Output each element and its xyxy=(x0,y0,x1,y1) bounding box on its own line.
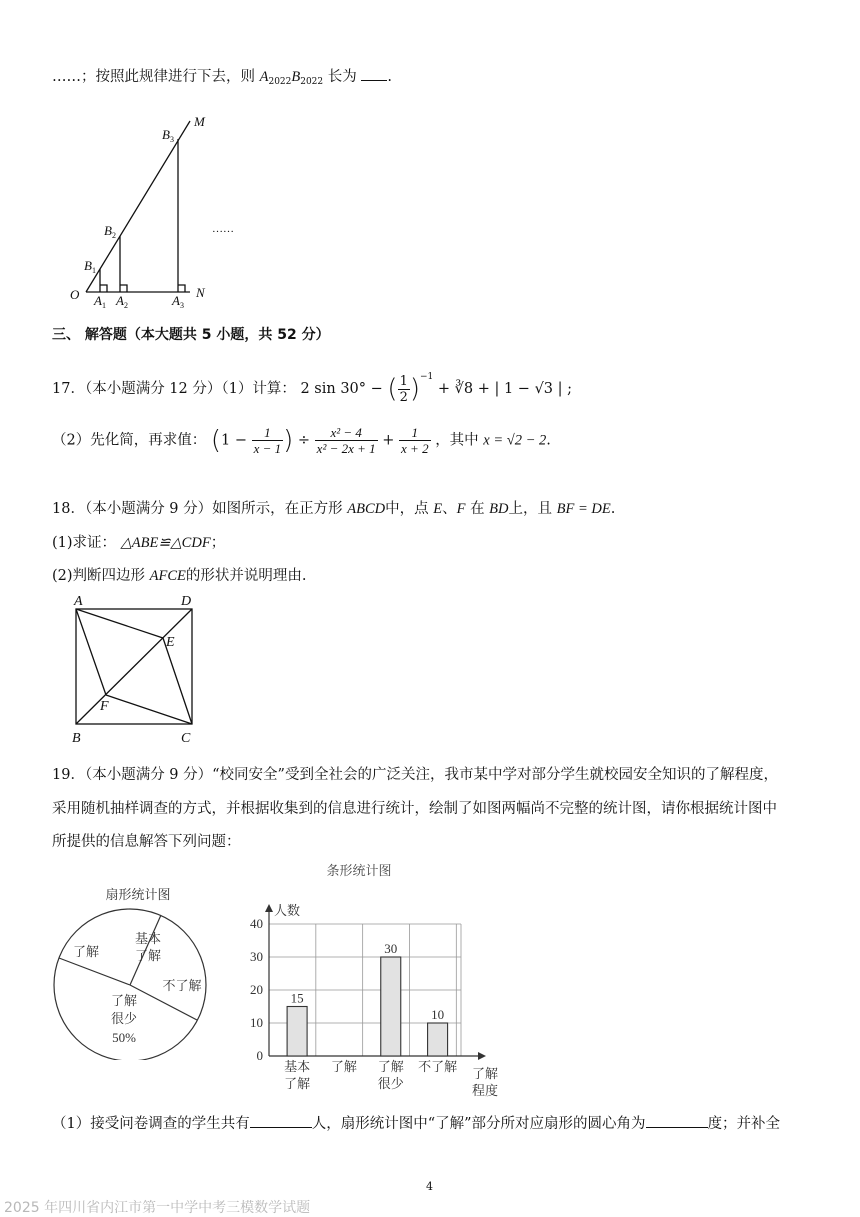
section-title: 三、 解答题（本大题共 5 小题，共 52 分） xyxy=(52,327,330,343)
q18-line1: 18．（本小题满分 9 分）如图所示，在正方形 ABCD中，点 E、F 在 BD上，且 BF = DE. xyxy=(52,501,616,517)
pie-label-little-2: 很少 xyxy=(110,1011,138,1026)
answer-blank xyxy=(361,66,387,81)
label-o: O xyxy=(70,287,80,302)
x-tick-2-1: 很少 xyxy=(377,1076,404,1091)
y-tick-1: 10 xyxy=(250,1015,263,1030)
q17-line1: 17．（本小题满分 12 分）（1）计算： 2 sin 30° − ( $\frac{1}{2}$ )$^{-1}$ + ∛8 + | 1 − √3 | ; xyxy=(52,372,573,405)
ray-om xyxy=(86,121,190,292)
q16-tail-line: ……；按照此规律进行下去，则 $A_{2022}B_{2022}$ 长为 . xyxy=(52,66,392,92)
label-b2: $B_2$ xyxy=(104,223,116,240)
pie-label-not-understand: 不了解 xyxy=(162,978,202,993)
pie-label-basic-1: 基本 xyxy=(134,931,162,946)
fraction-quadratic: $\frac{\text{x² − 4}}{\text{x² − 2x + 1}}$ xyxy=(316,425,376,456)
pie-label-little-1: 了解 xyxy=(110,993,138,1008)
y-tick-2: 20 xyxy=(250,982,263,997)
seg-af xyxy=(76,609,106,695)
label-a: A xyxy=(74,594,83,609)
answer-blank-1 xyxy=(250,1113,312,1128)
label-n: N xyxy=(196,285,205,300)
right-angle-a3 xyxy=(178,285,185,292)
q19-line3: 所提供的信息解答下列问题： xyxy=(52,834,241,850)
x-tick-3-0: 不了解 xyxy=(418,1059,458,1074)
right-angle-a2 xyxy=(120,285,127,292)
bar-3 xyxy=(428,1023,448,1056)
seg-ec xyxy=(163,638,192,724)
figure-18 xyxy=(64,590,214,750)
pie-label-basic-2: 了解 xyxy=(134,948,162,963)
bar-0 xyxy=(287,1007,307,1057)
bar-chart xyxy=(230,858,510,1104)
pie-divider-1 xyxy=(59,958,130,985)
label-b1: $B_1$ xyxy=(84,258,96,275)
fraction-1-over-x-minus-1: $\frac{1}{x - 1}$ xyxy=(253,425,282,456)
q19-line1: 19．（本小题满分 9 分）“校同安全”受到全社会的广泛关注，我市某中学对部分学生就校园安全知识的了解程度， xyxy=(52,767,778,783)
q18-part2: (2)判断四边形 AFCE的形状并说明理由. xyxy=(52,568,307,584)
bars-layer xyxy=(250,904,486,1091)
label-b: B xyxy=(72,731,81,746)
q19-part1: （1）接受问卷调查的学生共有 人，扇形统计图中“了解”部分所对应扇形的圆心角为 度；并补全 xyxy=(52,1113,780,1134)
label-b3: $B_3$ xyxy=(162,127,174,144)
page-number: 4 xyxy=(426,1180,433,1193)
x-axis-label-2: 程度 xyxy=(472,1084,499,1099)
pie-title: 扇形统计图 xyxy=(105,888,171,903)
y-axis-arrow xyxy=(265,904,273,912)
pie-label-percent: 50% xyxy=(112,1030,136,1045)
x-tick-0-0: 基本 xyxy=(284,1059,311,1074)
fraction-1-over-x-plus-2: $\frac{1}{x + 2}$ xyxy=(401,425,429,456)
bar-label-3: 10 xyxy=(431,1007,445,1022)
y-axis-label: 人数 xyxy=(274,904,301,919)
label-d: D xyxy=(181,594,192,609)
seg-ae xyxy=(76,609,163,638)
diagonal-bd xyxy=(76,609,192,724)
label-a3: $A_3$ xyxy=(172,293,184,308)
x-tick-1-0: 了解 xyxy=(330,1059,357,1074)
x-axis-label-1: 了解 xyxy=(472,1067,499,1082)
bar-label-0: 15 xyxy=(290,990,304,1006)
ellipsis: …… xyxy=(212,223,234,235)
watermark: 2025 年四川省内江市第一中学中考三模数学试题 xyxy=(4,1200,311,1216)
q17-line2: （2）先化简，再求值： (1 − $\frac{1}{x - 1}$ ) ÷ $\frac{\text{x² − 4}}{\text{x² − 2x + 1}}$ + $\frac{1}{x + 2}$ ，其中 x = √2 − 2. xyxy=(52,425,551,456)
label-a1: $A_1$ xyxy=(94,293,106,308)
seg-fc xyxy=(106,695,192,724)
label-e: E xyxy=(166,635,175,650)
bar-label-2: 30 xyxy=(384,941,398,956)
label-a2: $A_2$ xyxy=(116,293,128,308)
right-angle-a1 xyxy=(100,285,107,292)
y-tick-0: 0 xyxy=(256,1048,263,1063)
bar-chart-title: 条形统计图 xyxy=(326,864,392,879)
y-tick-3: 30 xyxy=(250,949,263,964)
x-tick-2-0: 了解 xyxy=(377,1059,404,1074)
q19-line2: 采用随机抽样调查的方式，并根据收集到的信息进行统计，绘制了如图两幅尚不完整的统计图，请你根据统计图中 xyxy=(52,801,777,817)
bar-2 xyxy=(381,957,401,1056)
label-m: M xyxy=(194,114,205,129)
figure-16 xyxy=(60,108,260,308)
pie-label-understand: 了解 xyxy=(72,944,100,959)
x-axis-arrow xyxy=(478,1052,486,1060)
fraction-one-half: $\frac{1}{2}$ xyxy=(399,373,408,405)
y-tick-4: 40 xyxy=(250,916,263,931)
answer-blank-2 xyxy=(646,1113,708,1128)
q18-part1: (1)求证： △ABE≌△CDF； xyxy=(52,535,226,551)
x-tick-0-1: 了解 xyxy=(284,1076,311,1091)
label-f: F xyxy=(100,699,109,714)
label-c: C xyxy=(181,731,191,746)
pie-chart xyxy=(50,880,230,1060)
